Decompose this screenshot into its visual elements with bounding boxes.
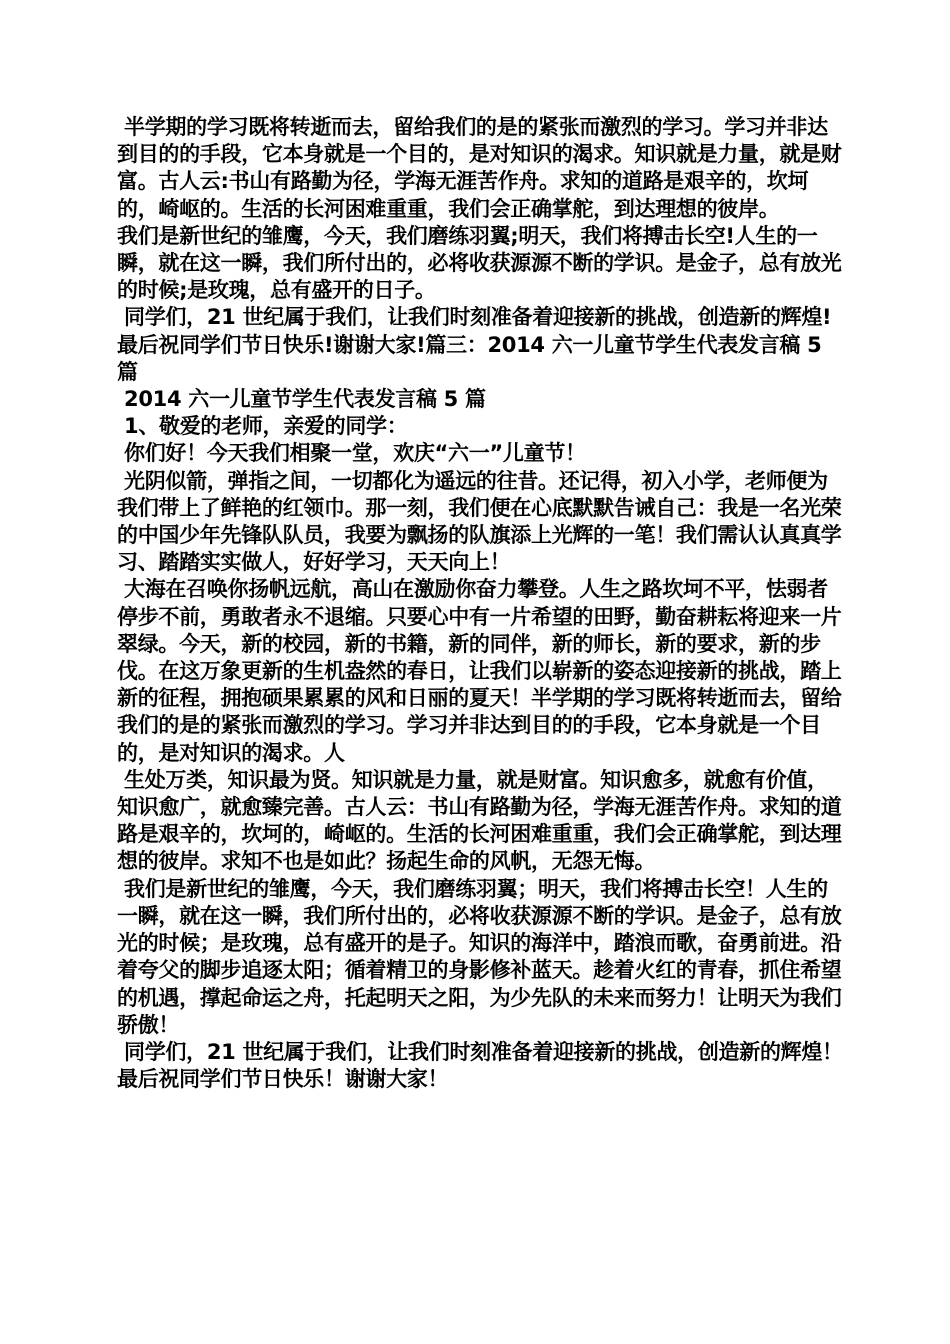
paragraph-heading: 2014 六一儿童节学生代表发言稿 5 篇 xyxy=(117,387,486,412)
paragraph-2: 我们是新世纪的雏鹰，今天，我们磨练羽翼;明天，我们将搏击长空!人生的一瞬，就在这一瞬，我们所付出的，必将收获源源不断的学识。是金子，总有放光的时候;是玫瑰，总有盛开的日子。 xyxy=(117,223,842,303)
paragraph-4: 光阴似箭，弹指之间，一切都化为遥远的往昔。还记得，初入小学，老师便为我们带上了鲜艳的红领巾。那一刻，我们便在心底默默告诫自己：我是一名光荣的中国少年先锋队队员，我要为飘扬的队旗添上光辉的一笔！我们需认认真真学习、踏踏实实做人，好好学习，天天向上！ xyxy=(117,468,842,575)
paragraph-5: 大海在召唤你扬帆远航，高山在激励你奋力攀登。人生之路坎坷不平，怯弱者停步不前，勇敢者永不退缩。只要心中有一片希望的田野，勤奋耕耘将迎来一片翠绿。今天，新的校园，新的书籍，新的同伴，新的师长，新的要求，新的步伐。在这万象更新的生机盎然的春日，让我们以崭新的姿态迎接新的挑战，踏上新的征程，拥抱硕果累累的风和日丽的夏天！半学期的学习既将转逝而去，留给我们的是的紧张而激烈的学习。学习并非达到目的的手段，它本身就是一个目的，是对知识的渴求。人 xyxy=(117,577,842,765)
paragraph-1: 半学期的学习既将转逝而去，留给我们的是的紧张而激烈的学习。学习并非达到目的的手段，它本身就是一个目的，是对知识的渴求。知识就是力量，就是财富。古人云:书山有路勤为径，学海无涯苦作舟。求知的道路是艰辛的，坎坷的，崎岖的。生活的长河困难重重，我们会正确掌舵，到达理想的彼岸。 xyxy=(117,115,842,221)
document-body xyxy=(117,114,847,1093)
paragraph-6: 生处万类，知识最为贤。知识就是力量，就是财富。知识愈多，就愈有价值，知识愈广，就愈臻完善。古人云：书山有路勤为径，学海无涯苦作舟。求知的道路是艰辛的，坎坷的，崎岖的。生活的长河困难重重，我们会正确掌舵，到达理想的彼岸。求知不也是如此？扬起生命的风帆，无怨无悔。 xyxy=(117,767,842,874)
paragraph-greeting: 你们好！今天我们相聚一堂，欢庆“六一”儿童节！ xyxy=(117,441,586,466)
paragraph-closing: 同学们，21 世纪属于我们，让我们时刻准备着迎接新的挑战，创造新的辉煌！最后祝同学们节日快乐！谢谢大家！ xyxy=(117,1039,843,1092)
paragraph-3: 同学们，21 世纪属于我们，让我们时刻准备着迎接新的挑战，创造新的辉煌!最后祝同学们节日快乐!谢谢大家!篇三：2014 六一儿童节学生代表发言稿 5 篇 xyxy=(117,305,832,384)
paragraph-7: 我们是新世纪的雏鹰，今天，我们磨练羽翼；明天，我们将搏击长空！人生的一瞬，就在这一瞬，我们所付出的，必将收获源源不断的学识。是金子，总有放光的时候；是玫瑰，总有盛开的是子。知识的海洋中，踏浪而歌，奋勇前进。沿着夸父的脚步追逐太阳；循着精卫的身影修补蓝天。趁着火红的青春，抓住希望的机遇，撑起命运之舟，托起明天之阳，为少先队的未来而努力！让明天为我们骄傲！ xyxy=(117,876,842,1037)
paragraph-salutation: 1、敬爱的老师，亲爱的同学： xyxy=(117,414,408,439)
